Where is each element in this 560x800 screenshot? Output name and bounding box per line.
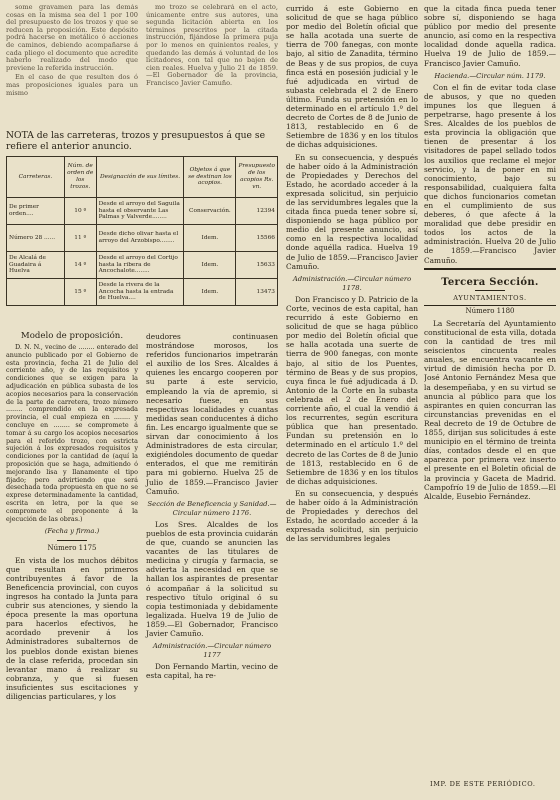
cell-limites: Desde el arroyo del Saguila hasta el observante Las Palmas y Valverde........ xyxy=(96,198,184,225)
circular-1176-text: Los Sres. Alcaldes de los pueblos de esta provincia cuidarán de que, cuando se anuncien las vacantes de las titulares de medicina y cirugía y farmacia, se advierta la necesidad en que se hallan los aspirantes de presentar ó acompañar á la solicitud su respectivo título original ó su copia testimoniada y debidamente legalizada. Huelva 19 de Julio de 1859.—El Gobernador, Francisco Javier Camuño. xyxy=(146,519,278,638)
section-title: Tercera Sección. xyxy=(441,276,539,288)
header-cell: Objetos á que se destinan los acopios. xyxy=(184,157,236,198)
cell-carretera xyxy=(7,279,65,306)
roads-table xyxy=(6,156,278,306)
cell-num: 14 º xyxy=(64,252,96,279)
header-cell: Núm. de orden de los trozos. xyxy=(64,157,96,198)
cell-carretera: De primer orden.... xyxy=(7,198,65,225)
column-2-lower xyxy=(146,332,278,683)
circular-1177-heading: Administración.—Circular número 1177 xyxy=(152,642,272,660)
circular-1179-text: Con el fin de evitar toda clase de abusos, y que no queden impunes los que lleguen á perpetrarse, hago presente á los Sres. Alcaldes de los pueblos de esta provincia la obligación que tienen de presentar á los visitadores de papel sellado todos los auxilios que reclame el mejor servicio, y la de poner en mi conocimiento, bajo su responsabilidad, cualquiera falta que dichos funcionarios cometan en el cumplimiento de sus deberes, ó que afecte á la moralidad que debe presidir en todos los actos de la administración. Huelva 20 de Julio de 1859.—Francisco Javier Camuño. xyxy=(424,82,556,265)
column-2-top xyxy=(146,4,278,90)
header-cell: Designación de sus límites. xyxy=(96,157,184,198)
table-row xyxy=(7,225,278,252)
table-header-row xyxy=(7,157,278,198)
circular-1179-heading: Hacienda.—Circular núm. 1179. xyxy=(434,71,546,80)
circular-1178-heading: Administración.—Circular número 1178. xyxy=(292,274,412,292)
divider xyxy=(475,290,505,291)
modelo-text: D. N. N., vecino de ........ enterado del anuncio publicado por el Gobierno de esta provincia, fecha 21 de Julio del corriente año, y de las requisitos y condiciones que se exigen para la adjudicación en pública subasta de los acopios necesarios para la conservación de la parte de carretera, trozo número ........ comprendido en la expresada provincia, el cual empieza en ........ y concluye en ........ se compromete á tomar á su cargo los acopios necesarios para el referido trozo, con estricta sujeción á los expresados requisitos y condiciones por la cantidad de (aquí la proposición que se haga, admitiendo ó mejorando lisa y llanamente el tipo fijado; pero advirtiendo que será desechada toda propuesta en que no se exprese determinadamente la cantidad, escrita en letra, por la que se compromete el proponente á la ejecución de las obras.) xyxy=(6,343,138,523)
cell-num: 15 º xyxy=(64,279,96,306)
table-row xyxy=(7,252,278,279)
text-fragment: mo trozo se celebrará en el acto, únicamente entre sus autores, una segunda licitación abierta en los términos prescritos por la citada instrucción, fijándose la primera puja por lo menos en quinientos reales, y quedando las demás á voluntad de los licitadores, con tal que no bajen de cien reales. Huelva y Julio 21 de 1859.—El Gobernador de la provincia, Francisco Javier Camuño. xyxy=(146,4,278,87)
cell-objeto: Idem. xyxy=(184,225,236,252)
divider xyxy=(57,540,87,541)
circular-1175-continued: deudores continuasen mostrándose morosos, los referidos funcionarios impetrarán el auxilio de los Sres. Alcaldes á quienes les encargo cooperen por su parte á este servicio, empleando la vía de apremio, si necesario fuese, en sus respectivas localidades y cuantas medidas sean conducentes á dicho fin. Les encargo igualmente que se sirvan dar conocimiento á los Administradores de esta circular, exigiéndoles documento de quedar enterados, el que me remitirán para mi gobierno. Huelva 25 de Julio de 1859.—Francisco Javier Camuño. xyxy=(146,332,278,496)
section-header-box xyxy=(424,268,556,306)
cell-objeto: Idem. xyxy=(184,279,236,306)
cell-objeto: Conservación. xyxy=(184,198,236,225)
table-title: NOTA de las carreteras, trozos y presupuestos á que se refiere el anterior anuncio. xyxy=(6,130,266,152)
circular-number-1175: Número 1175 xyxy=(47,543,97,552)
cell-num: 10 º xyxy=(64,198,96,225)
cell-carretera: Número 28 ...... xyxy=(7,225,65,252)
header-cell: Presupuesto de los acopios Rs. vn. xyxy=(236,157,278,198)
header-cell: Carreteras. xyxy=(7,157,65,198)
column-1-lower xyxy=(6,332,138,704)
section-subtitle: AYUNTAMIENTOS. xyxy=(453,293,527,302)
circular-1177-continued: currido á este Gobierno en solicitud de que se haga público por medio del Boletín oficial que se halla acotada una suerte de tierra de 700 fanegas, con monte bajo, al sitio de Zanadita, término de Beas y de sus propios, de cuya finca está en posesión judicial y le fué adjudicada en virtud de subasta celebrada el 2 de Enero último. Funda su pretensión en lo determinado en el artículo 1.º del decreto de Cortes de 8 de Junio de 1813, restablecido en 6 de Setiembre de 1836 y en los títulos de dichas adquisiciones. xyxy=(286,4,418,150)
circular-1177-text: Don Fernando Martin, vecino de esta capital, ha re- xyxy=(146,662,278,681)
column-3 xyxy=(286,4,418,546)
cell-objeto: Idem. xyxy=(184,252,236,279)
circular-1176-heading: Sección de Beneficencia y Sanidad.—Circular número 1176. xyxy=(147,499,277,517)
circular-1178-continued: que la citada finca pueda tener sobre sí, disponiendo se haga público por medio del presente anuncio, así como en la respectiva localidad donde aquella radica. Huelva 19 de Julio de 1859.—Francisco Javier Camuño. xyxy=(424,4,556,68)
circular-1175-text: En vista de los muchos débitos que resultan en primeros contribuyentes á favor de la Beneficencia provincial, con cuyos ingresos ha contado la Junta para cubrir sus atenciones, y siendo la época presente la mas oportuna para hacerlos efectivos, he acordado prevenir á los Administradores subalternos de los pueblos donde existan bienes de la clase referida, procedan sin levantar mano á realizar su cobranza, y que si fuesen insuficientes sus escitaciones y diligencias particulares, y los xyxy=(6,555,138,702)
printer-imprint: IMP. DE ESTE PERIÓDICO. xyxy=(430,780,536,788)
cell-presupuesto: 15633 xyxy=(236,252,278,279)
text-fragment: En el caso de que resulten dos ó mas proposiciones iguales para un mismo xyxy=(6,73,138,97)
circular-1180-text: La Secretaría del Ayuntamiento constitucional de esta villa, dotada con la cantidad de tres mil seiscientos cincuenta reales anuales, se encuentra vacante en virtud de dimisión hecha por D. José Antonio Fernández Mesa que la desempeñaba, y en su virtud se anuncia al público para que los aspirantes en quien concurran las circunstancias prevenidas en el Real decreto de 19 de Octubre de 1855, dirijan sus solicitudes á este municipio en el término de treinta días, contados desde el en que aparezca por primera vez inserto el presente en el Boletín oficial de la provincia y Gaceta de Madrid. Campofrío 19 de Julio de 1859.—El Alcalde, Eusebio Fernández. xyxy=(424,318,556,501)
cell-presupuesto: 15566 xyxy=(236,225,278,252)
cell-limites: Desde dicho olivar hasta el arroyo del Arzobispo........ xyxy=(96,225,184,252)
cell-num: 11 º xyxy=(64,225,96,252)
table-row xyxy=(7,198,278,225)
cell-presupuesto: 12394 xyxy=(236,198,278,225)
modelo-fecha: (Fecha y firma.) xyxy=(44,527,100,536)
text-fragment: some gravamen para las demás cosas en la misma sea del 1 por 100 del presupuesto de los trozos y que se reducen la proposición. Este depósito podrá hacerse en metálico ó acciones de caminos, debiendo acompañarse á cada pliego el documento que acredite haberlo realizado del modo que previene la referida instrucción. xyxy=(6,4,138,72)
column-1-top xyxy=(6,4,138,99)
table-row xyxy=(7,279,278,306)
cell-limites: Desde el arroyo del Cortijo hasta la ribera de Ancochalote........ xyxy=(96,252,184,279)
circular-1178-resolution: En su consecuencia, y después de haber oído á la Administración de Propiedades y derechos del Estado, he acordado acceder á la expresada solicitud, sin perjuicio de las servidumbres legales xyxy=(286,488,418,544)
cell-presupuesto: 13473 xyxy=(236,279,278,306)
circular-number-1180: Número 1180 xyxy=(465,306,515,315)
table-block xyxy=(6,130,278,306)
circular-1178-text: Don Francisco y D. Patricio de la Corte, vecinos de esta capital, han recurrido á este Gobierno en solicitud de que se haga público por medio del Boletín oficial que se halla acotada una suerte de tierra de 900 fanegas, con monte bajo, al sitio de los Puentes, término de Beas y de sus propios, cuya finca le fué adjudicada á D. Antonio de la Corte en la subasta celebrada el 2 de Enero del corriente año, el cual la vendió á los recurrentes, según escritura pública que han presentado. Fundan su pretensión en lo determinado en el artículo 1.º del decreto de las Cortes de 8 de Junio de 1813, restablecido en 6 de Setiembre de 1836 y en los títulos de dichas adquisiciones. xyxy=(286,294,418,486)
column-4 xyxy=(424,4,556,794)
circular-1177-resolution: En su consecuencia, y después de haber oído á la Administración de Propiedades y Derechos del Estado, he acordado acceder á la expresada solicitud, sin perjuicio de las servidumbres legales que la citada finca pueda tener sobre sí, disponiendo se haga público por medio del presente anuncio, así como en la respectiva localidad donde aquélla radica. Huelva 19 de Julio de 1859.—Francisco Javier Camuño. xyxy=(286,152,418,271)
cell-carretera: De Alcalá de Guadaira á Huelva xyxy=(7,252,65,279)
cell-limites: Desde la rivera de la Ancocha hasta la entrada de Huelva.... xyxy=(96,279,184,306)
modelo-title: Modelo de proposición. xyxy=(20,331,124,341)
